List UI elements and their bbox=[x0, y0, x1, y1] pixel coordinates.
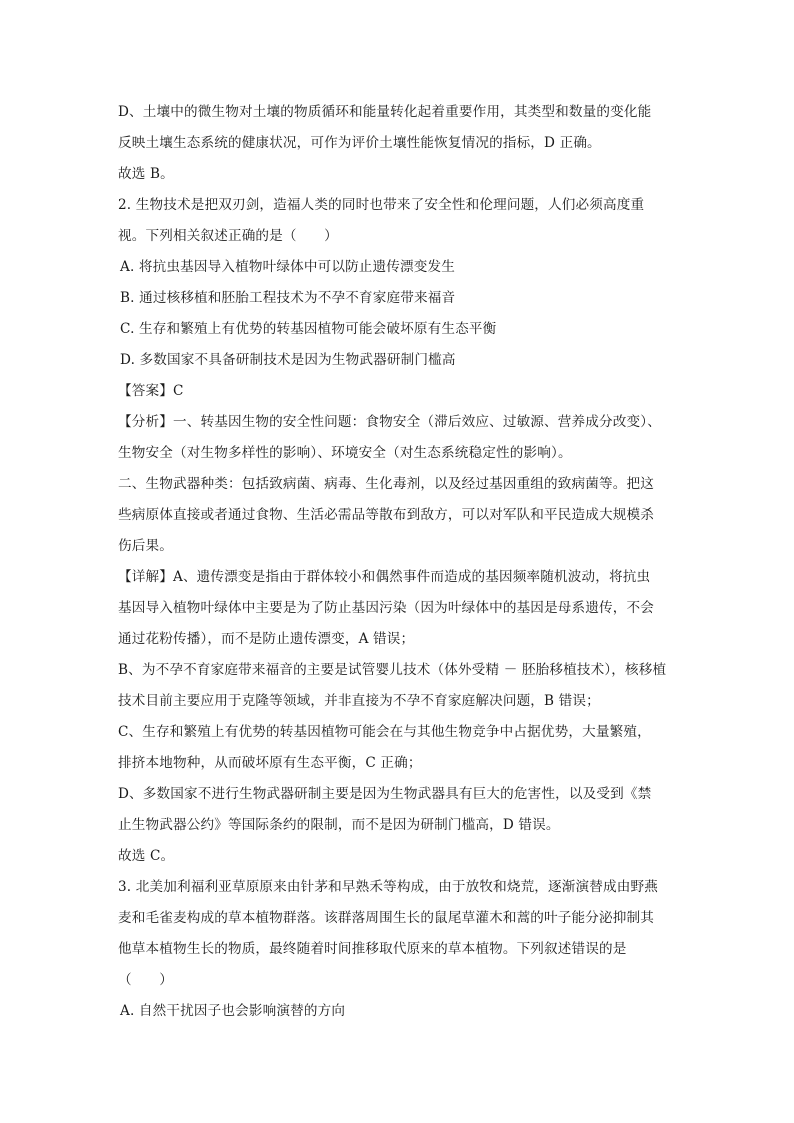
option-d-explanation-line-1: D、土壤中的微生物对土壤的物质循环和能量转化起着重要作用，其类型和数量的变化能 bbox=[118, 104, 652, 120]
answer-selection-q1: 故选 B。 bbox=[118, 166, 174, 182]
answer-selection-q2: 故选 C。 bbox=[118, 848, 175, 864]
detail-line-9: 止生物武器公约》等国际条约的限制，而不是因为研制门槛高，D 错误。 bbox=[118, 817, 560, 833]
question-2-option-c: C. 生存和繁殖上有优势的转基因植物可能会破坏原有生态平衡 bbox=[120, 321, 497, 337]
analysis-line-5: 伤后果。 bbox=[118, 538, 173, 554]
question-2-option-b: B. 通过核移植和胚胎工程技术为不孕不育家庭带来福音 bbox=[120, 290, 456, 306]
option-d-explanation-line-2: 反映土壤生态系统的健康状况，可作为评价土壤性能恢复情况的指标，D 正确。 bbox=[118, 135, 601, 151]
question-3-stem-line-4: （ ） bbox=[118, 972, 173, 988]
detail-line-5: 技术目前主要应用于克隆等领域，并非直接为不孕不育家庭解决问题，B 错误； bbox=[118, 693, 600, 709]
analysis-line-4: 些病原体直接或者通过食物、生活必需品等散布到敌方，可以对军队和平民造成大规模杀 bbox=[118, 507, 655, 523]
question-3-option-a: A. 自然干扰因子也会影响演替的方向 bbox=[120, 1003, 346, 1019]
question-2-option-d: D. 多数国家不具备研制技术是因为生物武器研制门槛高 bbox=[120, 352, 456, 368]
detail-line-4: B、为不孕不育家庭带来福音的主要是试管婴儿技术（体外受精 － 胚胎移植技术），核移植 bbox=[118, 662, 667, 678]
question-3-stem-line-2: 麦和毛雀麦构成的草本植物群落。该群落周围生长的鼠尾草灌木和蒿的叶子能分泌抑制其 bbox=[118, 910, 655, 926]
question-3-stem-line-3: 他草本植物生长的物质，最终随着时间推移取代原来的草本植物。下列叙述错误的是 bbox=[118, 941, 627, 957]
question-3-stem-line-1: 3. 北美加利福利亚草原原来由针茅和早熟禾等构成，由于放牧和烧荒，逐渐演替成由野燕 bbox=[118, 879, 659, 895]
answer-label: 【答案】C bbox=[118, 383, 184, 399]
question-2-stem-line-2: 视。下列相关叙述正确的是（ ） bbox=[118, 228, 338, 244]
detail-line-1: 【详解】A、遗传漂变是指由于群体较小和偶然事件而造成的基因频率随机波动，将抗虫 bbox=[118, 569, 651, 585]
detail-line-3: 通过花粉传播），而不是防止遗传漂变，A 错误； bbox=[118, 631, 415, 647]
question-2-option-a: A. 将抗虫基因导入植物叶绿体中可以防止遗传漂变发生 bbox=[120, 259, 456, 275]
detail-line-6: C、生存和繁殖上有优势的转基因植物可能会在与其他生物竞争中占据优势，大量繁殖， bbox=[118, 724, 651, 740]
analysis-line-3: 二、生物武器种类：包括致病菌、病毒、生化毒剂，以及经过基因重组的致病菌等。把这 bbox=[118, 476, 655, 492]
analysis-line-2: 生物安全（对生物多样性的影响）、环境安全（对生态系统稳定性的影响）。 bbox=[118, 445, 572, 461]
question-2-stem-line-1: 2. 生物技术是把双刃剑，造福人类的同时也带来了安全性和伦理问题，人们必须高度重 bbox=[118, 197, 645, 213]
detail-line-2: 基因导入植物叶绿体中主要是为了防止基因污染（因为叶绿体中的基因是母系遗传，不会 bbox=[118, 600, 655, 616]
analysis-line-1: 【分析】一、转基因生物的安全性问题：食物安全（滞后效应、过敏源、营养成分改变）、 bbox=[118, 414, 661, 430]
detail-line-8: D、多数国家不进行生物武器研制主要是因为生物武器具有巨大的危害性，以及受到《禁 bbox=[118, 786, 652, 802]
detail-line-7: 排挤本地物种，从而破坏原有生态平衡，C 正确； bbox=[118, 755, 422, 771]
